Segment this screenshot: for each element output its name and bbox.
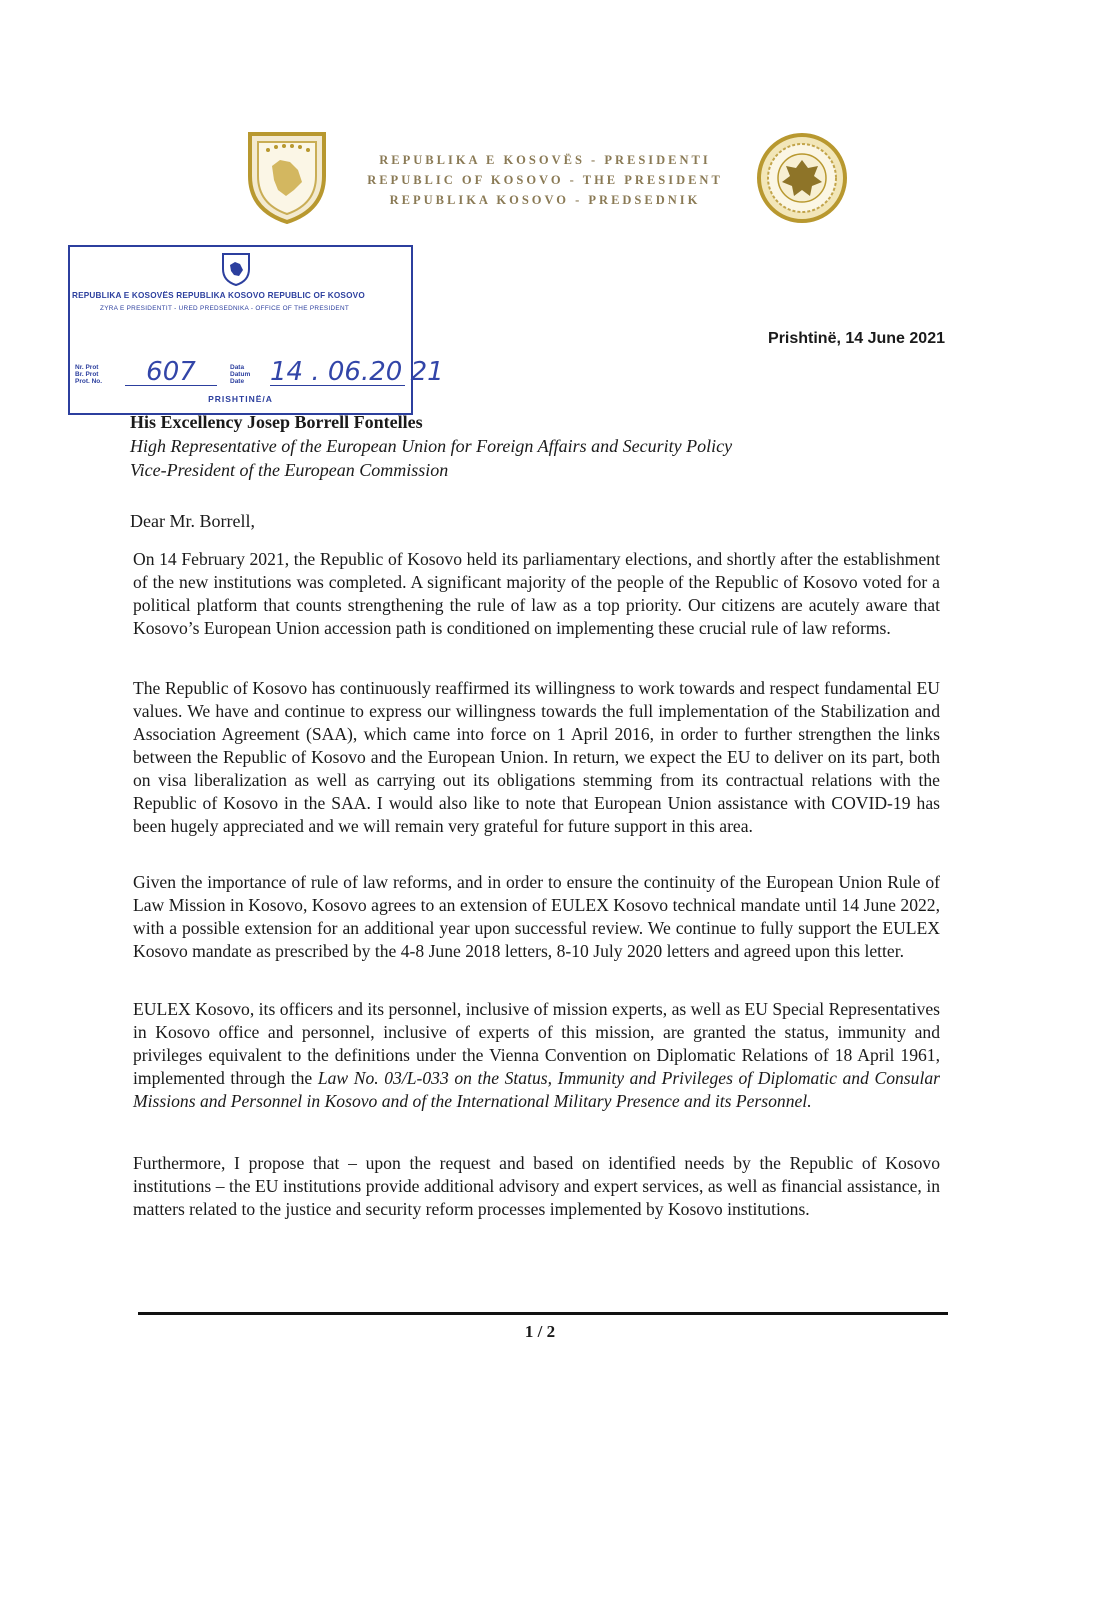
- recipient-block: [130, 410, 950, 482]
- stamp-label: Data: [230, 364, 245, 371]
- footer-divider: [138, 1312, 948, 1315]
- recipient-role: High Representative of the European Union for Foreign Affairs and Security Policy: [130, 436, 733, 456]
- paragraph: Furthermore, I propose that – upon the request and based on identified needs by the Republic of Kosovo institutions – the EU institutions provide additional advisory and expert services, as well as financial assistance, in matters related to the justice and security reform processes implemented by Kosovo institutions.: [133, 1153, 940, 1219]
- stamp-date-labels: [230, 364, 250, 385]
- stamp-label: Date: [230, 378, 245, 385]
- paragraph: On 14 February 2021, the Republic of Kosovo held its parliamentary elections, and shortly after the establishment of the new institutions was completed. A significant majority of the people of the Republic of Kosovo voted for a political platform that counts strengthening the rule of law as a top priority. Our citizens are acutely aware that Kosovo’s European Union accession path is conditioned on implementing these crucial rule of law reforms.: [133, 549, 940, 638]
- stamp-label: Br. Prot: [75, 371, 99, 378]
- registry-stamp: [68, 245, 444, 415]
- letter-date: Prishtinë, 14 June 2021: [768, 330, 945, 347]
- stamp-protocol-labels: [75, 364, 102, 385]
- stamp-label: Nr. Prot: [75, 364, 99, 371]
- stamp-label: Prot. No.: [75, 378, 103, 385]
- presidential-seal-icon: [756, 132, 848, 224]
- stamp-city: PRISHTINË/A: [208, 394, 273, 404]
- stamp-label: Datum: [230, 371, 251, 378]
- stamp-header: REPUBLIKA E KOSOVËS REPUBLIKA KOSOVO REPUBLIC OF KOSOVO: [72, 291, 365, 300]
- recipient-name: His Excellency Josep Borrell Fontelles: [130, 412, 423, 432]
- paragraph: The Republic of Kosovo has continuously reaffirmed its willingness to work towards and respect fundamental EU values. We have and continue to express our willingness towards the full implementation of the Stabilization and Association Agreement (SAA), which came into force on 1 April 2016, in order to further strengthen the links between the Republic of Kosovo and the European Union. In return, we expect the EU to deliver on its part, both on visa liberalization as well as carrying out its obligations stemming from its contractual relations with the Republic of Kosovo in the SAA. I would also like to note that European Union assistance with COVID-19 has been hugely appreciated and we will remain very grateful for future support in this area.: [133, 678, 940, 836]
- salutation: Dear Mr. Borrell,: [130, 511, 255, 531]
- stamp-emblem-icon: [220, 251, 252, 287]
- stamp-date: 14 . 06.20 21: [270, 357, 444, 387]
- kosovo-coat-of-arms-icon: [246, 128, 328, 224]
- stamp-protocol-number: 607: [125, 359, 217, 386]
- letterhead-line-1: REPUBLIKA E KOSOVËS - PRESIDENTI: [379, 153, 711, 167]
- paragraph: [133, 998, 940, 1113]
- page-number: 1 / 2: [524, 1322, 556, 1341]
- letterhead-line-2: REPUBLIC OF KOSOVO - THE PRESIDENT: [367, 173, 723, 187]
- paragraph-text: EULEX Kosovo, its officers and its personnel, inclusive of mission experts, as well as EU Special Representatives in Kosovo office and personnel, inclusive of experts of this mission, are granted the status, immunity and privileges equivalent to the definitions under the Vienna Convention on Diplomatic Relations of 18 April 1961, implemented through the: [133, 999, 940, 1088]
- recipient-role: Vice-President of the European Commission: [130, 460, 449, 480]
- paragraph: Given the importance of rule of law reforms, and in order to ensure the continuity of the European Union Rule of Law Mission in Kosovo, Kosovo agrees to an extension of EULEX Kosovo technical mandate until 14 June 2022, with a possible extension for an additional year upon successful review. We continue to fully support the EULEX Kosovo mandate as prescribed by the 4-8 June 2018 letters, 8-10 July 2020 letters and agreed upon this letter.: [133, 872, 940, 961]
- letterhead-line-3: REPUBLIKA KOSOVO - PREDSEDNIK: [389, 193, 701, 207]
- law-citation: Law No. 03/L-033 on the Status, Immunity and Privileges of Diplomatic and Consular Missions and Personnel in Kosovo and of the International Military Presence and its Personnel.: [133, 1068, 940, 1111]
- stamp-office: ZYRA E PRESIDENTIT - URED PREDSEDNIKA - OFFICE OF THE PRESIDENT: [100, 305, 350, 312]
- letterhead: [340, 150, 750, 210]
